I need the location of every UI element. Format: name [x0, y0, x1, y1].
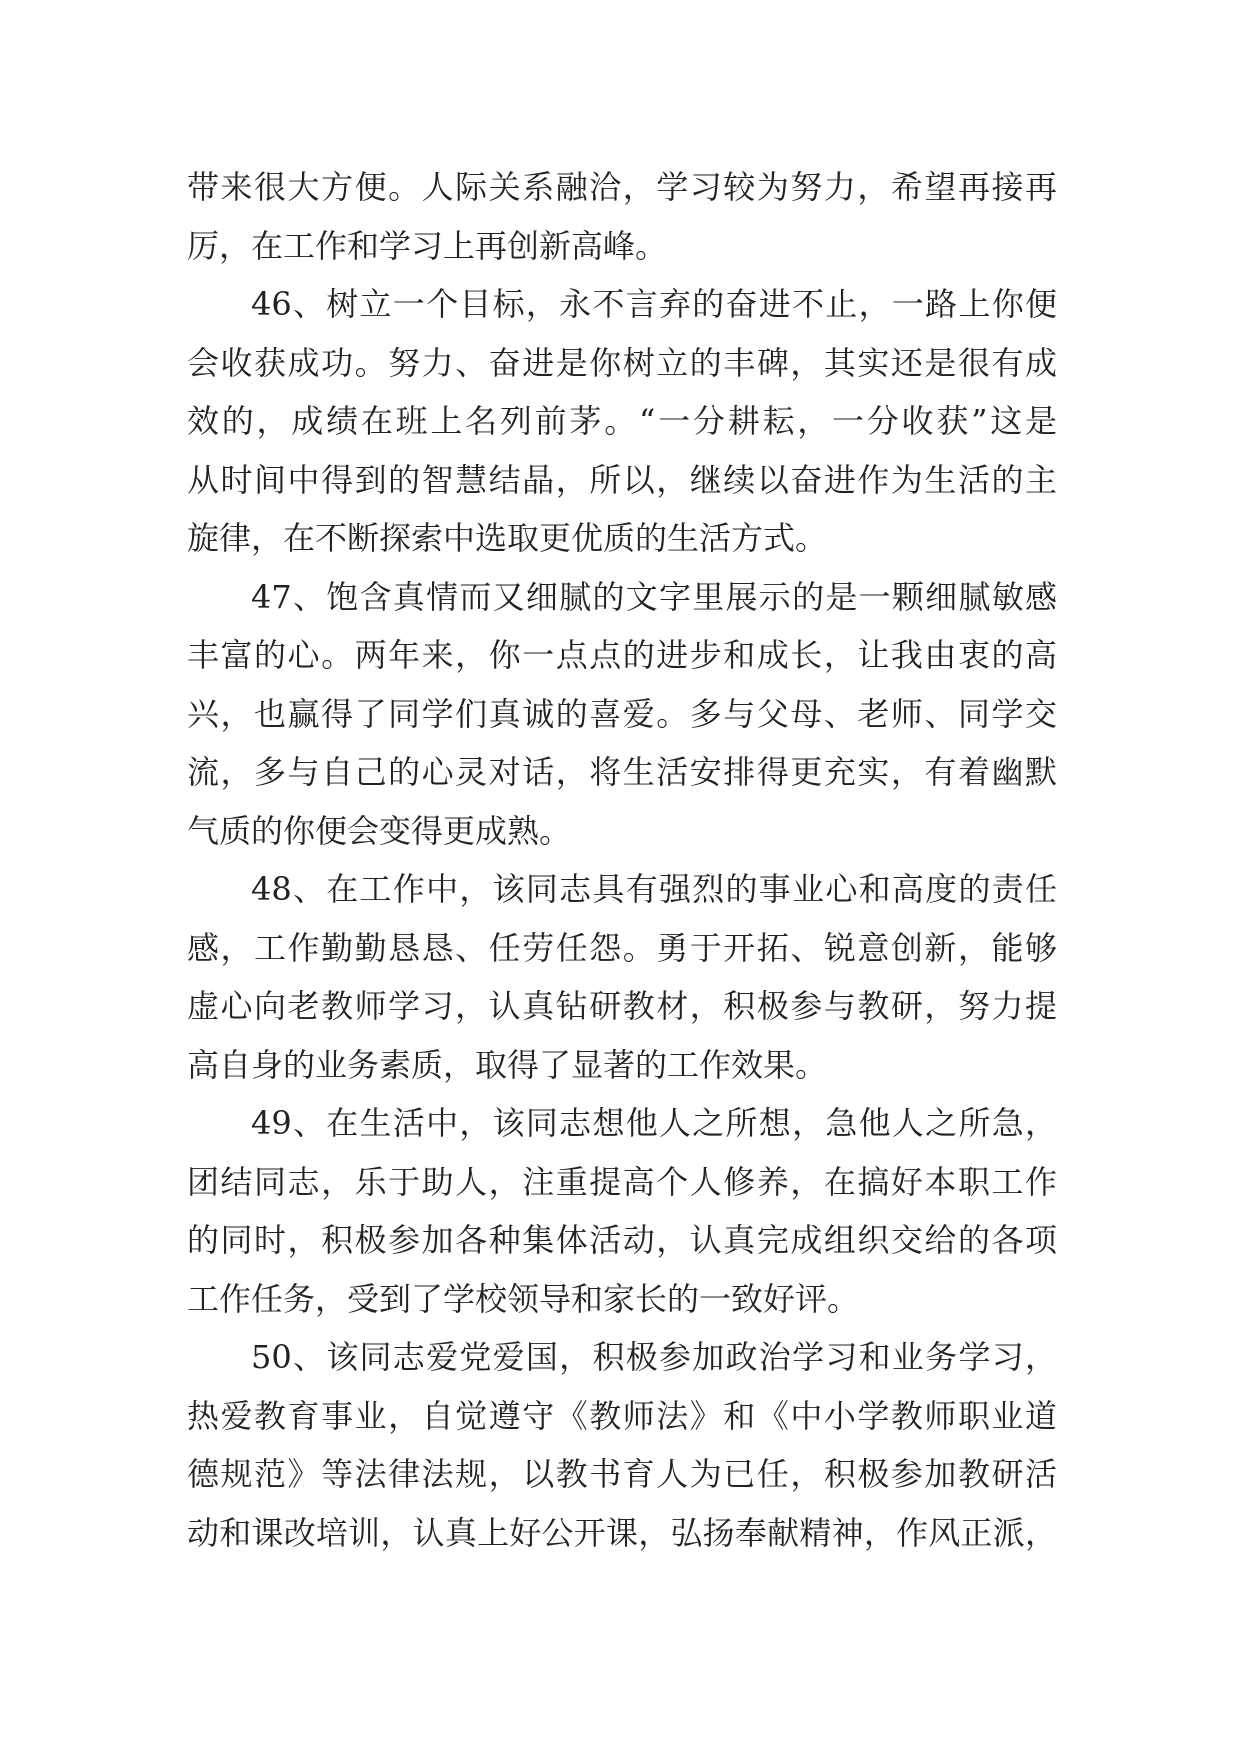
document-body	[187, 158, 1057, 1562]
text-line: 兴，也赢得了同学们真诚的喜爱。多与父母、老师、同学交	[187, 694, 1057, 733]
paragraph-continued	[187, 158, 1057, 275]
text-line: 高自身的业务素质，取得了显著的工作效果。	[187, 1045, 828, 1084]
text-line: 47、饱含真情而又细腻的文字里展示的是一颗细腻敏感	[251, 577, 1057, 616]
text-line: 带来很大方便。人际关系融洽，学习较为努力，希望再接再	[187, 168, 1057, 206]
text-line: 旋律，在不断探索中选取更优质的生活方式。	[187, 519, 828, 557]
paragraph-50	[187, 1328, 1057, 1562]
text-line: 感，工作勤勤恳恳、任劳任怨。勇于开拓、锐意创新，能够	[187, 928, 1057, 967]
text-line: 会收获成功。努力、奋进是你树立的丰碑，其实还是很有成	[187, 343, 1057, 382]
text-line: 流，多与自己的心灵对话，将生活安排得更充实，有着幽默	[187, 753, 1057, 791]
text-line: 49、在生活中，该同志想他人之所想，急他人之所急，	[251, 1104, 1057, 1142]
paragraph-46	[187, 275, 1057, 568]
paragraph-47	[187, 568, 1057, 861]
text-line: 46、树立一个目标，永不言弃的奋进不止，一路上你便	[251, 285, 1057, 323]
text-line: 热爱教育事业，自觉遵守《教师法》和《中小学教师职业道	[187, 1396, 1057, 1435]
text-line: 虚心向老教师学习，认真钻研教材，积极参与教研，努力提	[187, 987, 1057, 1025]
text-line: 德规范》等法律法规，以教书育人为已任，积极参加教研活	[187, 1455, 1057, 1493]
text-line: 从时间中得到的智慧结晶，所以，继续以奋进作为生活的主	[187, 460, 1057, 499]
text-line: 工作任务，受到了学校领导和家长的一致好评。	[187, 1279, 860, 1318]
text-line: 动和课改培训，认真上好公开课，弘扬奉献精神，作风正派，	[187, 1513, 1057, 1552]
text-line: 气质的你便会变得更成熟。	[187, 811, 572, 850]
paragraph-49	[187, 1094, 1057, 1328]
text-line: 48、在工作中，该同志具有强烈的事业心和高度的责任	[251, 870, 1057, 908]
text-line: 的同时，积极参加各种集体活动，认真完成组织交给的各项	[187, 1221, 1057, 1259]
paragraph-48	[187, 860, 1057, 1094]
text-line: 厉，在工作和学习上再创新高峰。	[187, 226, 668, 265]
text-line: 效的，成绩在班上名列前茅。“一分耕耘，一分收获”这是	[187, 402, 1057, 440]
text-line: 丰富的心。两年来，你一点点的进步和成长，让我由衷的高	[187, 636, 1057, 674]
text-line: 50、该同志爱党爱国，积极参加政治学习和业务学习，	[251, 1338, 1057, 1376]
text-line: 团结同志，乐于助人，注重提高个人修养，在搞好本职工作	[187, 1162, 1057, 1201]
